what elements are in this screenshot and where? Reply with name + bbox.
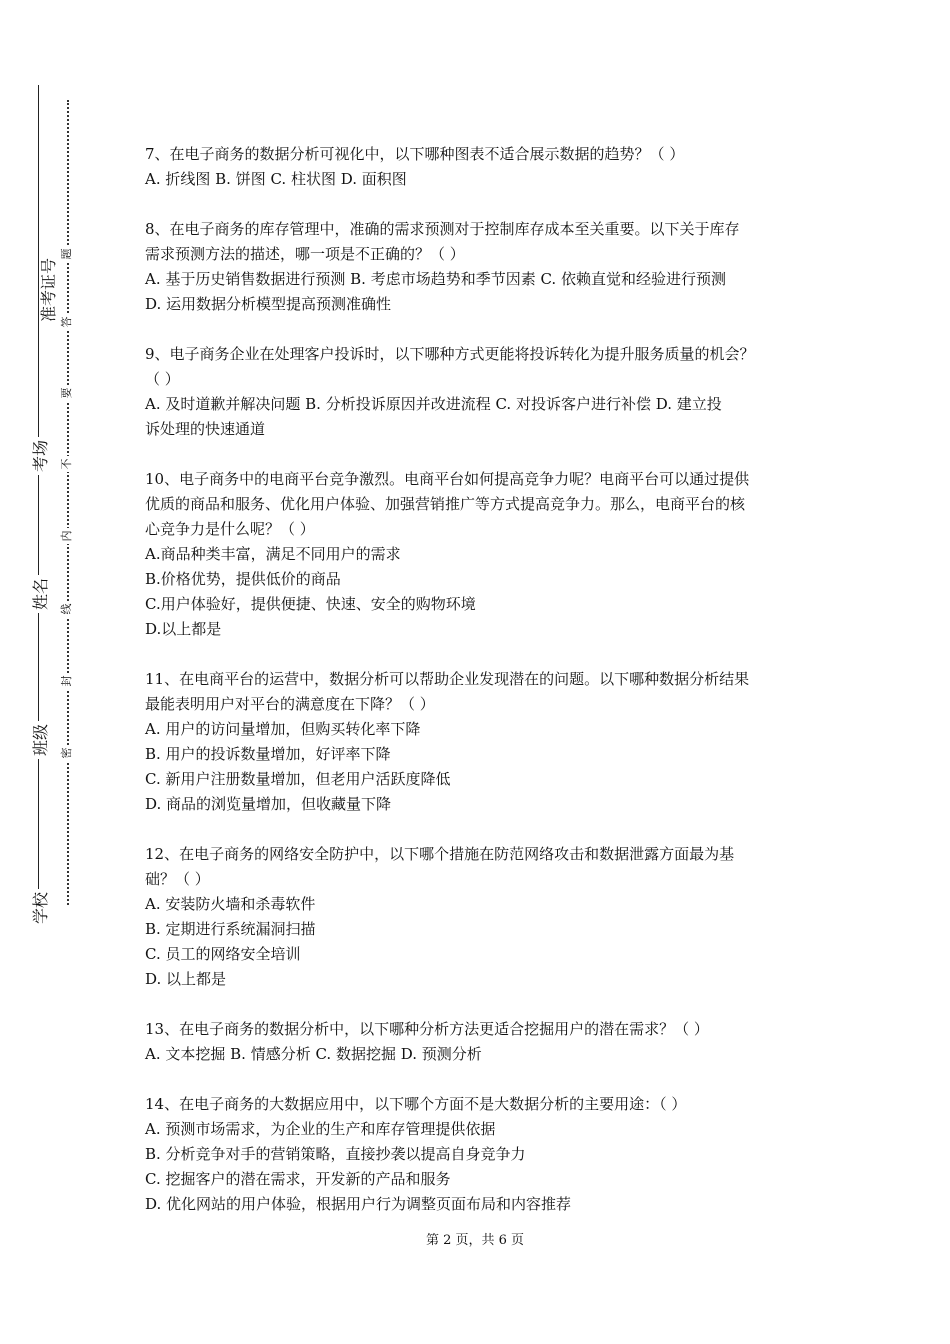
option-a: A.商品种类丰富，满足不同用户的需求 <box>145 545 401 563</box>
question-text: 最能表明用户对平台的满意度在下降？（ ） <box>145 695 435 713</box>
option-b: B. 定期进行系统漏洞扫描 <box>145 920 316 938</box>
option-c: C. 新用户注册数量增加，但老用户活跃度降低 <box>145 770 451 788</box>
option-a: A. 用户的访问量增加，但购买转化率下降 <box>145 720 421 738</box>
seal-char: 不 <box>60 456 74 472</box>
option-c: C. 挖掘客户的潜在需求，开发新的产品和服务 <box>145 1170 451 1188</box>
question-13 <box>145 1017 825 1067</box>
question-text: 需求预测方法的描述，哪一项是不正确的？（ ） <box>145 245 465 263</box>
option-d: D. 以上都是 <box>145 970 227 988</box>
seal-char: 题 <box>60 246 74 262</box>
question-text: 础？（ ） <box>145 870 210 888</box>
seal-char: 密 <box>60 745 74 761</box>
question-text: 14、在电子商务的大数据应用中，以下哪个方面不是大数据分析的主要用途：（ ） <box>145 1095 687 1113</box>
question-text: （ ） <box>145 370 180 388</box>
question-options: A. 文本挖掘 B. 情感分析 C. 数据挖掘 D. 预测分析 <box>145 1045 482 1063</box>
seal-char: 要 <box>60 385 74 401</box>
question-text: 心竞争力是什么呢？（ ） <box>145 520 315 538</box>
question-11 <box>145 667 825 817</box>
option-a: A. 预测市场需求，为企业的生产和库存管理提供依据 <box>145 1120 496 1138</box>
seal-dotted-line <box>67 100 69 905</box>
question-9 <box>145 342 825 442</box>
option-b: B.价格优势，提供低价的商品 <box>145 570 341 588</box>
question-text: 7、在电子商务的数据分析可视化中，以下哪种图表不适合展示数据的趋势？（ ） <box>145 145 685 163</box>
question-text: 9、电子商务企业在处理客户投诉时，以下哪种方式更能将投诉转化为提升服务质量的机会？ <box>145 345 755 363</box>
question-12 <box>145 842 825 992</box>
exam-id-label: 准考证号 <box>40 255 58 325</box>
option-d: D. 商品的浏览量增加，但收藏量下降 <box>145 795 392 813</box>
option-a: A. 安装防火墙和杀毒软件 <box>145 895 316 913</box>
seal-char: 答 <box>60 314 74 330</box>
question-options: 诉处理的快速通道 <box>145 420 266 438</box>
class-label: 班级 <box>32 721 50 759</box>
exam-room-label: 考场 <box>32 437 50 475</box>
option-b: B. 用户的投诉数量增加，好评率下降 <box>145 745 391 763</box>
question-text: 优质的商品和服务、优化用户体验、加强营销推广等方式提高竞争力。那么，电商平台的核 <box>145 495 746 513</box>
question-list <box>145 142 825 1242</box>
question-options: A. 及时道歉并解决问题 B. 分析投诉原因并改进流程 C. 对投诉客户进行补偿 D. 建立投 <box>145 395 722 413</box>
question-text: 10、电子商务中的电商平台竞争激烈。电商平台如何提高竞争力呢？电商平台可以通过提供 <box>145 470 750 488</box>
question-options: A. 折线图 B. 饼图 C. 柱状图 D. 面积图 <box>145 170 407 188</box>
seal-char: 封 <box>60 673 74 689</box>
question-text: 12、在电子商务的网络安全防护中，以下哪个措施在防范网络攻击和数据泄露方面最为基 <box>145 845 735 863</box>
page-number: 第 2 页，共 6 页 <box>425 1233 525 1248</box>
seal-char: 内 <box>60 528 74 544</box>
option-c: C. 员工的网络安全培训 <box>145 945 301 963</box>
option-c: C.用户体验好，提供便捷、快速、安全的购物环境 <box>145 595 476 613</box>
option-b: B. 分析竞争对手的营销策略，直接抄袭以提高自身竞争力 <box>145 1145 526 1163</box>
binding-line <box>38 85 39 925</box>
option-d: D. 优化网站的用户体验，根据用户行为调整页面布局和内容推荐 <box>145 1195 572 1213</box>
school-label: 学校 <box>32 889 50 927</box>
question-8 <box>145 217 825 317</box>
option-d: D.以上都是 <box>145 620 222 638</box>
question-14 <box>145 1092 825 1217</box>
name-label: 姓名 <box>32 575 50 613</box>
question-options: A. 基于历史销售数据进行预测 B. 考虑市场趋势和季节因素 C. 依赖直觉和经验进行预测 <box>145 270 726 288</box>
question-text: 11、在电商平台的运营中，数据分析可以帮助企业发现潜在的问题。以下哪种数据分析结果 <box>145 670 750 688</box>
question-7 <box>145 142 825 192</box>
question-text: 13、在电子商务的数据分析中，以下哪种分析方法更适合挖掘用户的潜在需求？（ ） <box>145 1020 709 1038</box>
question-text: 8、在电子商务的库存管理中，准确的需求预测对于控制库存成本至关重要。以下关于库存 <box>145 220 740 238</box>
question-10 <box>145 467 825 642</box>
seal-char: 线 <box>60 601 74 617</box>
question-options: D. 运用数据分析模型提高预测准确性 <box>145 295 392 313</box>
